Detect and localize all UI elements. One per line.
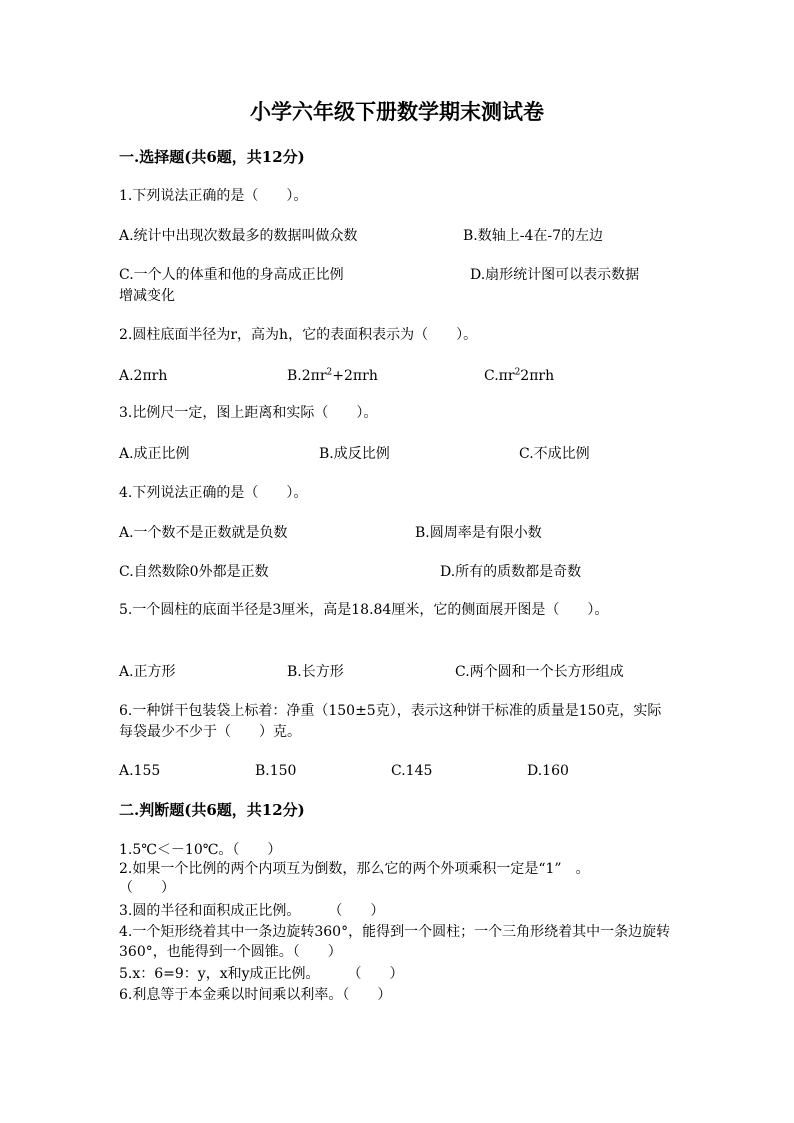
judgment-item-3: 3.圆的半径和面积成正比例。 （ ） (119, 903, 385, 919)
q5-option-b: B.长方形 (287, 664, 344, 680)
q4-option-d: D.所有的质数都是奇数 (440, 564, 582, 580)
q5-option-c: C.两个圆和一个长方形组成 (455, 664, 624, 680)
question-2-stem: 2.圆柱底面半径为r，高为h，它的表面积表示为（ ）。 (119, 327, 478, 343)
q1-option-d-continued: 增减变化 (119, 288, 175, 304)
q4-option-b: B.圆周率是有限小数 (415, 525, 542, 541)
q3-option-b: B.成反比例 (319, 446, 390, 462)
q4-option-c: C.自然数除0外都是正数 (119, 564, 269, 580)
q1-option-b: B.数轴上-4在-7的左边 (463, 228, 604, 244)
q1-option-c: C.一个人的体重和他的身高成正比例 (119, 267, 344, 283)
judgment-item-2: 2.如果一个比例的两个内项互为倒数，那么它的两个外项乘积一定是“1” 。 （ ） (119, 861, 639, 896)
judgment-item-1: 1.5℃＜－10℃。（ ） (119, 842, 282, 858)
judgment-item-5: 5.x：6=9：y，x和y成正比例。 （ ） (119, 966, 404, 982)
q6-option-a: A.155 (119, 763, 161, 779)
question-5-stem: 5.一个圆柱的底面半径是3厘米，高是18.84厘米，它的侧面展开图是（ ）。 (119, 602, 609, 618)
q6-option-d: D.160 (527, 763, 569, 779)
q2-option-c: $C.\pi r^22\pi rh$ (484, 367, 555, 384)
q1-option-d: D.扇形统计图可以表示数据 (470, 267, 640, 283)
q1-option-a: A.统计中出现次数最多的数据叫做众数 (119, 228, 358, 244)
q2-option-a: A.2πrh (119, 368, 168, 384)
q3-option-a: A.成正比例 (119, 446, 190, 462)
q6-option-c: C.145 (391, 763, 433, 779)
judgment-item-6: 6.利息等于本金乘以时间乘以利率。（ ） (119, 987, 392, 1003)
question-6-stem: 6.一种饼干包装袋上标着：净重（150±5克），表示这种饼干标准的质量是150克，实际每袋最少不少于（ ）克。 (119, 703, 662, 740)
question-4-stem: 4.下列说法正确的是（ ）。 (119, 485, 308, 501)
page-title: 小学六年级下册数学期末测试卷 (250, 99, 544, 124)
q2-option-b: $B.2\pi r^2+2\pi rh$ (287, 367, 378, 384)
q6-option-b: B.150 (255, 763, 297, 779)
question-1-stem: 1.下列说法正确的是（ ）。 (119, 188, 308, 204)
section-heading-choice: 一.选择题(共6题，共12分) (119, 148, 305, 166)
judgment-item-4: 4.一个矩形绕着其中一条边旋转360°，能得到一个圆柱；一个三角形绕着其中一条边旋转360°，也能得到一个圆锥。（ ） (119, 924, 671, 960)
section-heading-judgment: 二.判断题(共6题，共12分) (119, 801, 305, 819)
q4-option-a: A.一个数不是正数就是负数 (119, 525, 288, 541)
q5-option-a: A.正方形 (119, 664, 176, 680)
q3-option-c: C.不成比例 (519, 446, 590, 462)
question-3-stem: 3.比例尺一定，图上距离和实际（ ）。 (119, 405, 378, 421)
